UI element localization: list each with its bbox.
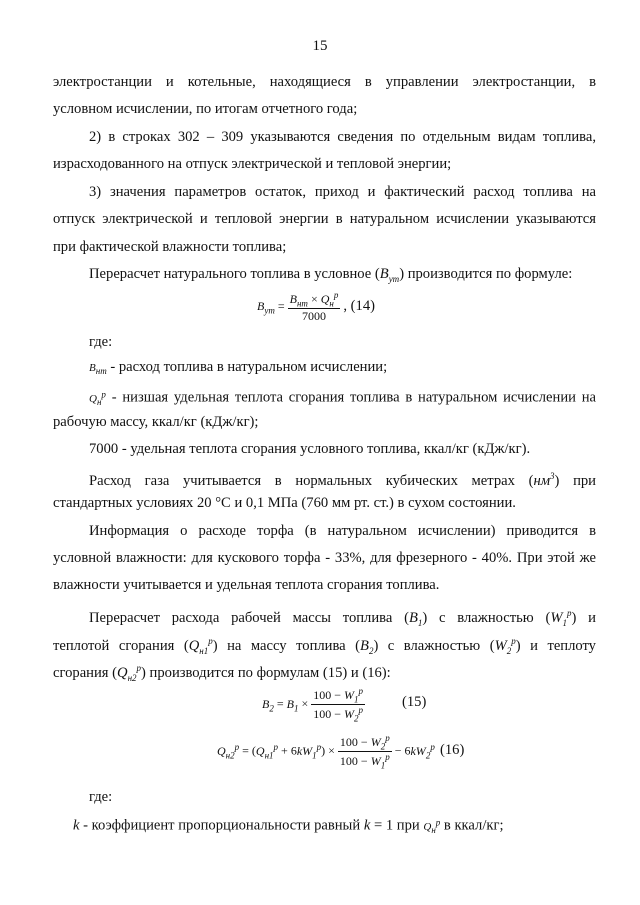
text-line: электростанции и котельные, находящиеся в управлении электростанции, в: [53, 74, 596, 90]
text-line: влажности учитывается и удельная теплота сгорания топлива.: [53, 577, 440, 593]
formula-16: $Q_{н2}^р = (Q_{н1}^р + 6kW_1^р)$ × $\frac{100 - W_2^р}{100 - W_1^р}$ − $6kW_2^р$: [217, 733, 435, 771]
text-line: теплотой сгорания $(Q_{н1}^р)$ на массу топлива $(B_2)$ с влажностью $(W_2^р)$ и теплоту: [53, 636, 596, 656]
text-line: 2) в строках 302 – 309 указываются сведения по отдельным видам топлива,: [89, 129, 596, 145]
text-line: израсходованного на отпуск электрической и тепловой энергии;: [53, 156, 452, 172]
text-line: $Q_н^р$ - низшая удельная теплота сгорания топлива в натуральном исчислении на: [89, 389, 596, 407]
formula-14: $B_{ут}$ = $\frac{B_{нт} \times Q_н^р}{7000}$ , (14): [257, 290, 375, 324]
text-line: 7000 - удельная теплота сгорания условного топлива, ккал/кг (кДж/кг).: [89, 441, 531, 457]
text-line: условном исчислении, по итогам отчетного года;: [53, 101, 358, 117]
formula-15: $B_2 = B_1$ × $\frac{100 - W_1^р}{100 - W_2^р}$: [262, 686, 364, 724]
text-line: рабочую массу, ккал/кг (кДж/кг);: [53, 414, 259, 430]
text-line: $B_{нт}$ - расход топлива в натуральном исчислении;: [89, 359, 388, 377]
text-line: 3) значения параметров остаток, приход и фактический расход топлива на: [89, 184, 596, 200]
text-line: сгорания $(Q_{н2}^р)$ производится по формулам (15) и (16):: [53, 663, 391, 683]
text-line: где:: [89, 334, 113, 350]
b-ut-symbol: $B_{ут}$: [379, 266, 400, 284]
page-number: 15: [312, 38, 328, 54]
text-line: стандартных условиях 20 °С и 0,1 МПа (760 мм рт. ст.) в сухом состоянии.: [53, 495, 516, 511]
text-line: при фактической влажности топлива;: [53, 239, 287, 255]
text-line: k - коэффициент пропорциональности равный k = 1 при $Q_н^р$ в ккал/кг;: [73, 817, 504, 835]
formula-16-number: (16): [440, 742, 465, 758]
text-line: условной влажности: для кускового торфа - 33%, для фрезерного - 40%. При этой же: [53, 550, 596, 566]
text-line: где:: [89, 789, 113, 805]
text-line: Перерасчет расхода рабочей массы топлива $(B_1)$ с влажностью $(W_1^р)$ и: [89, 608, 596, 628]
text-line: Расход газа учитывается в нормальных кубических метрах $(нм^3)$ при: [89, 471, 596, 489]
text-line: Перерасчет натурального топлива в условное $(B_{ут})$ производится по формуле:: [89, 266, 573, 284]
formula-15-number: (15): [402, 694, 427, 710]
text-line: Информация о расходе торфа (в натуральном исчислении) приводится в: [89, 523, 596, 539]
text-line: отпуск электрической и тепловой энергии в натуральном исчислении указываются: [53, 211, 596, 227]
